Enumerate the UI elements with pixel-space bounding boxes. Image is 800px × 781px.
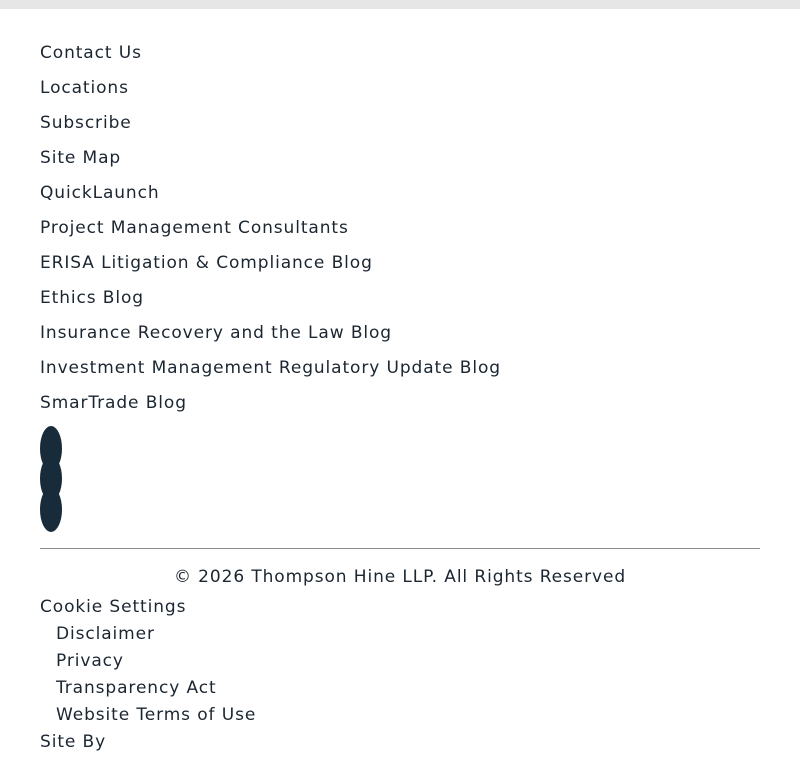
contact-us-link[interactable]: Contact Us xyxy=(40,43,142,63)
footer-links xyxy=(40,36,501,421)
ethics-blog-link[interactable]: Ethics Blog xyxy=(40,288,144,308)
investment-management-blog-link[interactable]: Investment Management Regulatory Update Blog xyxy=(40,358,501,378)
footer-divider xyxy=(40,548,760,549)
copyright-text: © 2026 Thompson Hine LLP. All Rights Reserved xyxy=(173,567,627,587)
site-by-link[interactable]: Site By xyxy=(40,732,107,752)
privacy-link[interactable]: Privacy xyxy=(56,651,124,671)
erisa-blog-link[interactable]: ERISA Litigation & Compliance Blog xyxy=(40,253,373,273)
insurance-recovery-blog-link[interactable]: Insurance Recovery and the Law Blog xyxy=(40,323,393,343)
quicklaunch-link[interactable]: QuickLaunch xyxy=(40,183,160,203)
project-management-consultants-link[interactable]: Project Management Consultants xyxy=(40,218,349,238)
social-icon[interactable] xyxy=(40,487,62,532)
transparency-act-link[interactable]: Transparency Act xyxy=(56,678,217,698)
locations-link[interactable]: Locations xyxy=(40,78,129,98)
legal-section xyxy=(40,595,256,757)
cookie-settings-link[interactable]: Cookie Settings xyxy=(40,597,187,617)
social-icons xyxy=(40,426,62,532)
website-terms-link[interactable]: Website Terms of Use xyxy=(56,705,257,725)
disclaimer-link[interactable]: Disclaimer xyxy=(56,624,155,644)
subscribe-link[interactable]: Subscribe xyxy=(40,113,132,133)
smartrade-blog-link[interactable]: SmarTrade Blog xyxy=(40,393,187,413)
site-map-link[interactable]: Site Map xyxy=(40,148,122,168)
top-bar xyxy=(0,0,800,9)
